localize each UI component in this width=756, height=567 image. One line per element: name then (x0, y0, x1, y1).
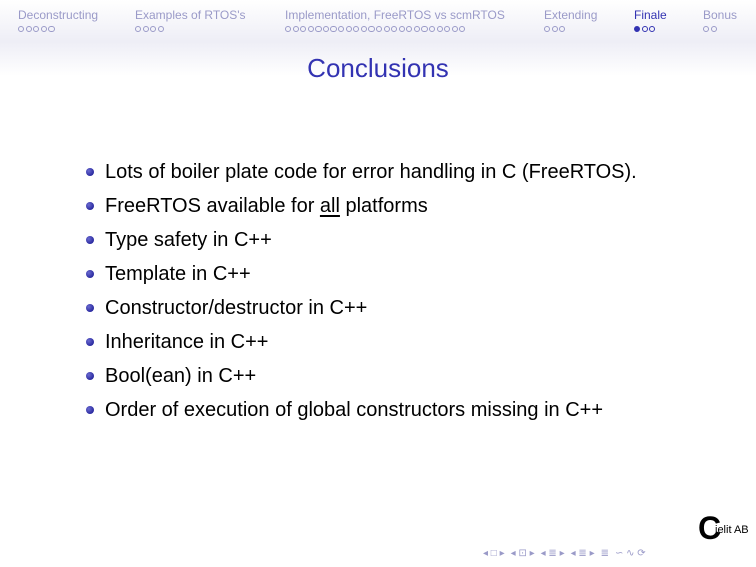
frame-dot[interactable] (414, 26, 420, 32)
frame-dot[interactable] (135, 26, 141, 32)
frame-dot[interactable] (452, 26, 458, 32)
beamer-navigation-bar (483, 547, 646, 561)
logo-mark: C (698, 510, 722, 546)
frame-dot[interactable] (634, 26, 640, 32)
search-back-forward-icon[interactable]: ∽ ∿ ⟳ (614, 548, 646, 559)
nav-section-finale[interactable] (634, 8, 667, 34)
frame-dot[interactable] (376, 26, 382, 32)
frame-dot[interactable] (459, 26, 465, 32)
frame-dot[interactable] (330, 26, 336, 32)
frame-dot[interactable] (285, 26, 291, 32)
frame-dot[interactable] (18, 26, 24, 32)
nav-section-label: Deconstructing (18, 8, 99, 22)
bullet-item: Constructor/destructor in C++ (84, 294, 704, 322)
nav-section-implementation[interactable] (285, 8, 505, 34)
frame-dot[interactable] (429, 26, 435, 32)
frame-dot[interactable] (353, 26, 359, 32)
bullet-item: Order of execution of global constructors missing in C++ (84, 396, 704, 424)
nav-section-label: Examples of RTOS's (135, 8, 246, 22)
frame-dot[interactable] (158, 26, 164, 32)
frame-dot[interactable] (406, 26, 412, 32)
frame-dot[interactable] (384, 26, 390, 32)
frame-dot[interactable] (308, 26, 314, 32)
frame-dot[interactable] (300, 26, 306, 32)
frame-dot[interactable] (26, 26, 32, 32)
frame-dot[interactable] (711, 26, 717, 32)
align-icon[interactable]: ≣ (600, 548, 609, 559)
prev-next-section-icon[interactable]: ◂ ≣ ▸ (540, 548, 565, 559)
nav-frame-dots (634, 26, 667, 34)
bullet-item: Template in C++ (84, 260, 704, 288)
nav-section-label: Implementation, FreeRTOS vs scmRTOS (285, 8, 505, 22)
underlined-word: all (319, 195, 340, 217)
frame-dot[interactable] (437, 26, 443, 32)
frame-dot[interactable] (649, 26, 655, 32)
frame-dot[interactable] (421, 26, 427, 32)
bullet-item (84, 192, 704, 220)
frame-dot[interactable] (552, 26, 558, 32)
nav-frame-dots (703, 26, 737, 34)
frame-dot[interactable] (703, 26, 709, 32)
nav-section-label: Extending (544, 8, 598, 22)
frame-dot[interactable] (346, 26, 352, 32)
nav-section-label: Bonus (703, 8, 738, 22)
bullet-item: Bool(ean) in C++ (84, 362, 704, 390)
slide-title: Conclusions (307, 53, 449, 83)
frame-dot[interactable] (642, 26, 648, 32)
frame-dot[interactable] (338, 26, 344, 32)
nav-frame-dots (18, 26, 98, 34)
bullet-list (84, 158, 704, 430)
frame-dot[interactable] (544, 26, 550, 32)
logo-text: ielit AB (715, 524, 749, 536)
frame-dot[interactable] (143, 26, 149, 32)
company-logo (698, 510, 754, 546)
bullet-item: Lots of boiler plate code for error handling in C (FreeRTOS). (84, 158, 704, 186)
frame-dot[interactable] (48, 26, 54, 32)
nav-section-examples[interactable] (135, 8, 246, 34)
prev-next-frame-icon[interactable]: ◂ □ ▸ (483, 548, 505, 559)
prev-next-document-icon[interactable]: ◂ ≣ ▸ (570, 548, 595, 559)
frame-dot[interactable] (368, 26, 374, 32)
nav-section-extending[interactable] (544, 8, 597, 34)
nav-frame-dots (544, 26, 597, 34)
frame-dot[interactable] (41, 26, 47, 32)
frame-dot[interactable] (315, 26, 321, 32)
frame-dot[interactable] (361, 26, 367, 32)
nav-section-bonus[interactable] (703, 8, 737, 34)
frame-dot[interactable] (150, 26, 156, 32)
frame-dot[interactable] (444, 26, 450, 32)
frame-dot[interactable] (293, 26, 299, 32)
nav-section-label: Finale (634, 8, 667, 22)
frame-dot[interactable] (323, 26, 329, 32)
nav-frame-dots (285, 26, 505, 34)
nav-section-deconstructing[interactable] (18, 8, 98, 34)
prev-next-subsection-icon[interactable]: ◂ ⊡ ▸ (510, 548, 535, 559)
bullet-text: FreeRTOS available for (105, 195, 320, 217)
bullet-item: Type safety in C++ (84, 226, 704, 254)
bullet-text: platforms (339, 195, 428, 217)
frame-dot[interactable] (33, 26, 39, 32)
frame-dot[interactable] (391, 26, 397, 32)
frame-dot[interactable] (399, 26, 405, 32)
nav-frame-dots (135, 26, 246, 34)
frame-dot[interactable] (559, 26, 565, 32)
bullet-item: Inheritance in C++ (84, 328, 704, 356)
